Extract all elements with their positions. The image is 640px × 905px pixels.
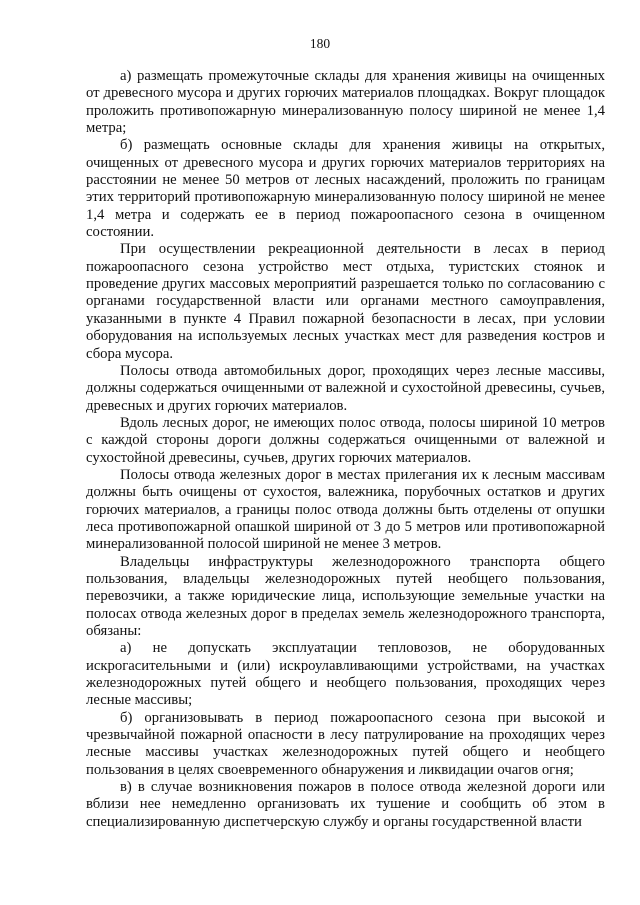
paragraph-railway-right-of-way: Полосы отвода железных дорог в местах прилегания их к лесным массивам должны быть очищены от сухостоя, валежника, порубочных остатков и других горючих материалов, а границы полос отвода должны быть отделены от опушки леса противопожарной опашкой шириной от 3 до 5 метров или противопожарной минерализованной полосой шириной не менее 3 метров. [86, 466, 605, 553]
paragraph-recreational-activity: При осуществлении рекреационной деятельности в лесах в период пожароопасного сезона устройство мест отдыха, туристских стоянок и проведение других массовых мероприятий разрешается только по согласованию с органами государственной власти или органами местного самоуправления, указанными в пункте 4 Правил пожарной безопасности в лесах, при условии оборудования на используемых лесных участках мест для разведения костров и сбора мусора. [86, 241, 605, 362]
paragraph-forest-roads: Вдоль лесных дорог, не имеющих полос отвода, полосы шириной 10 метров с каждой стороны дороги должны содержаться очищенными от валежной и сухостойной древесины, сучьев, других горючих материалов. [86, 414, 605, 466]
page-number: 180 [309, 36, 331, 51]
paragraph-railway-owners-obligations: Владельцы инфраструктуры железнодорожного транспорта общего пользования, владельцы железнодорожных путей необщего пользования, перевозчики, а также юридические лица, использующие земельные участки на полосах отвода железных дорог в пределах земель железнодорожного транспорта, обязаны: [86, 553, 605, 639]
paragraph-item-a-intermediate-warehouses: а) размещать промежуточные склады для хранения живицы на очищенных от древесного мусора и других горючих материалов площадках. Вокруг площадок проложить противопожарную минерализованную полосу шириной не менее 1,4 метра; [86, 68, 605, 137]
paragraph-item-a-locomotives: а) не допускать эксплуатации тепловозов, не оборудованных искрогасительными и (или) искроулавливающими устройствами, на участках железнодорожных путей общего и необщего пользования, проходящих через лесные массивы; [86, 640, 605, 709]
paragraph-item-b-main-warehouses: б) размещать основные склады для хранения живицы на открытых, очищенных от древесного мусора и других горючих материалов территориях на расстоянии не менее 50 метров от лесных насаждений, проложить по границам этих территорий противопожарную минерализованную полосу шириной не менее 1,4 метра и содержать ее в период пожароопасного сезона в очищенном состоянии. [86, 137, 605, 241]
document-body [86, 68, 605, 831]
paragraph-road-right-of-way: Полосы отвода автомобильных дорог, проходящих через лесные массивы, должны содержаться очищенными от валежной и сухостойной древесины, сучьев, древесных и других горючих материалов. [86, 362, 605, 414]
paragraph-item-v-fire-response: в) в случае возникновения пожаров в полосе отвода железной дороги или вблизи нее немедленно организовать их тушение и сообщить об этом в специализированную диспетчерскую службу и органы государственной власти [86, 779, 605, 830]
paragraph-item-b-patrolling: б) организовывать в период пожароопасного сезона при высокой и чрезвычайной пожарной опасности в лесу патрулирование на проходящих через лесные массивы участках железнодорожных путей общего и необщего пользования в целях своевременного обнаружения и ликвидации очагов огня; [86, 709, 605, 778]
